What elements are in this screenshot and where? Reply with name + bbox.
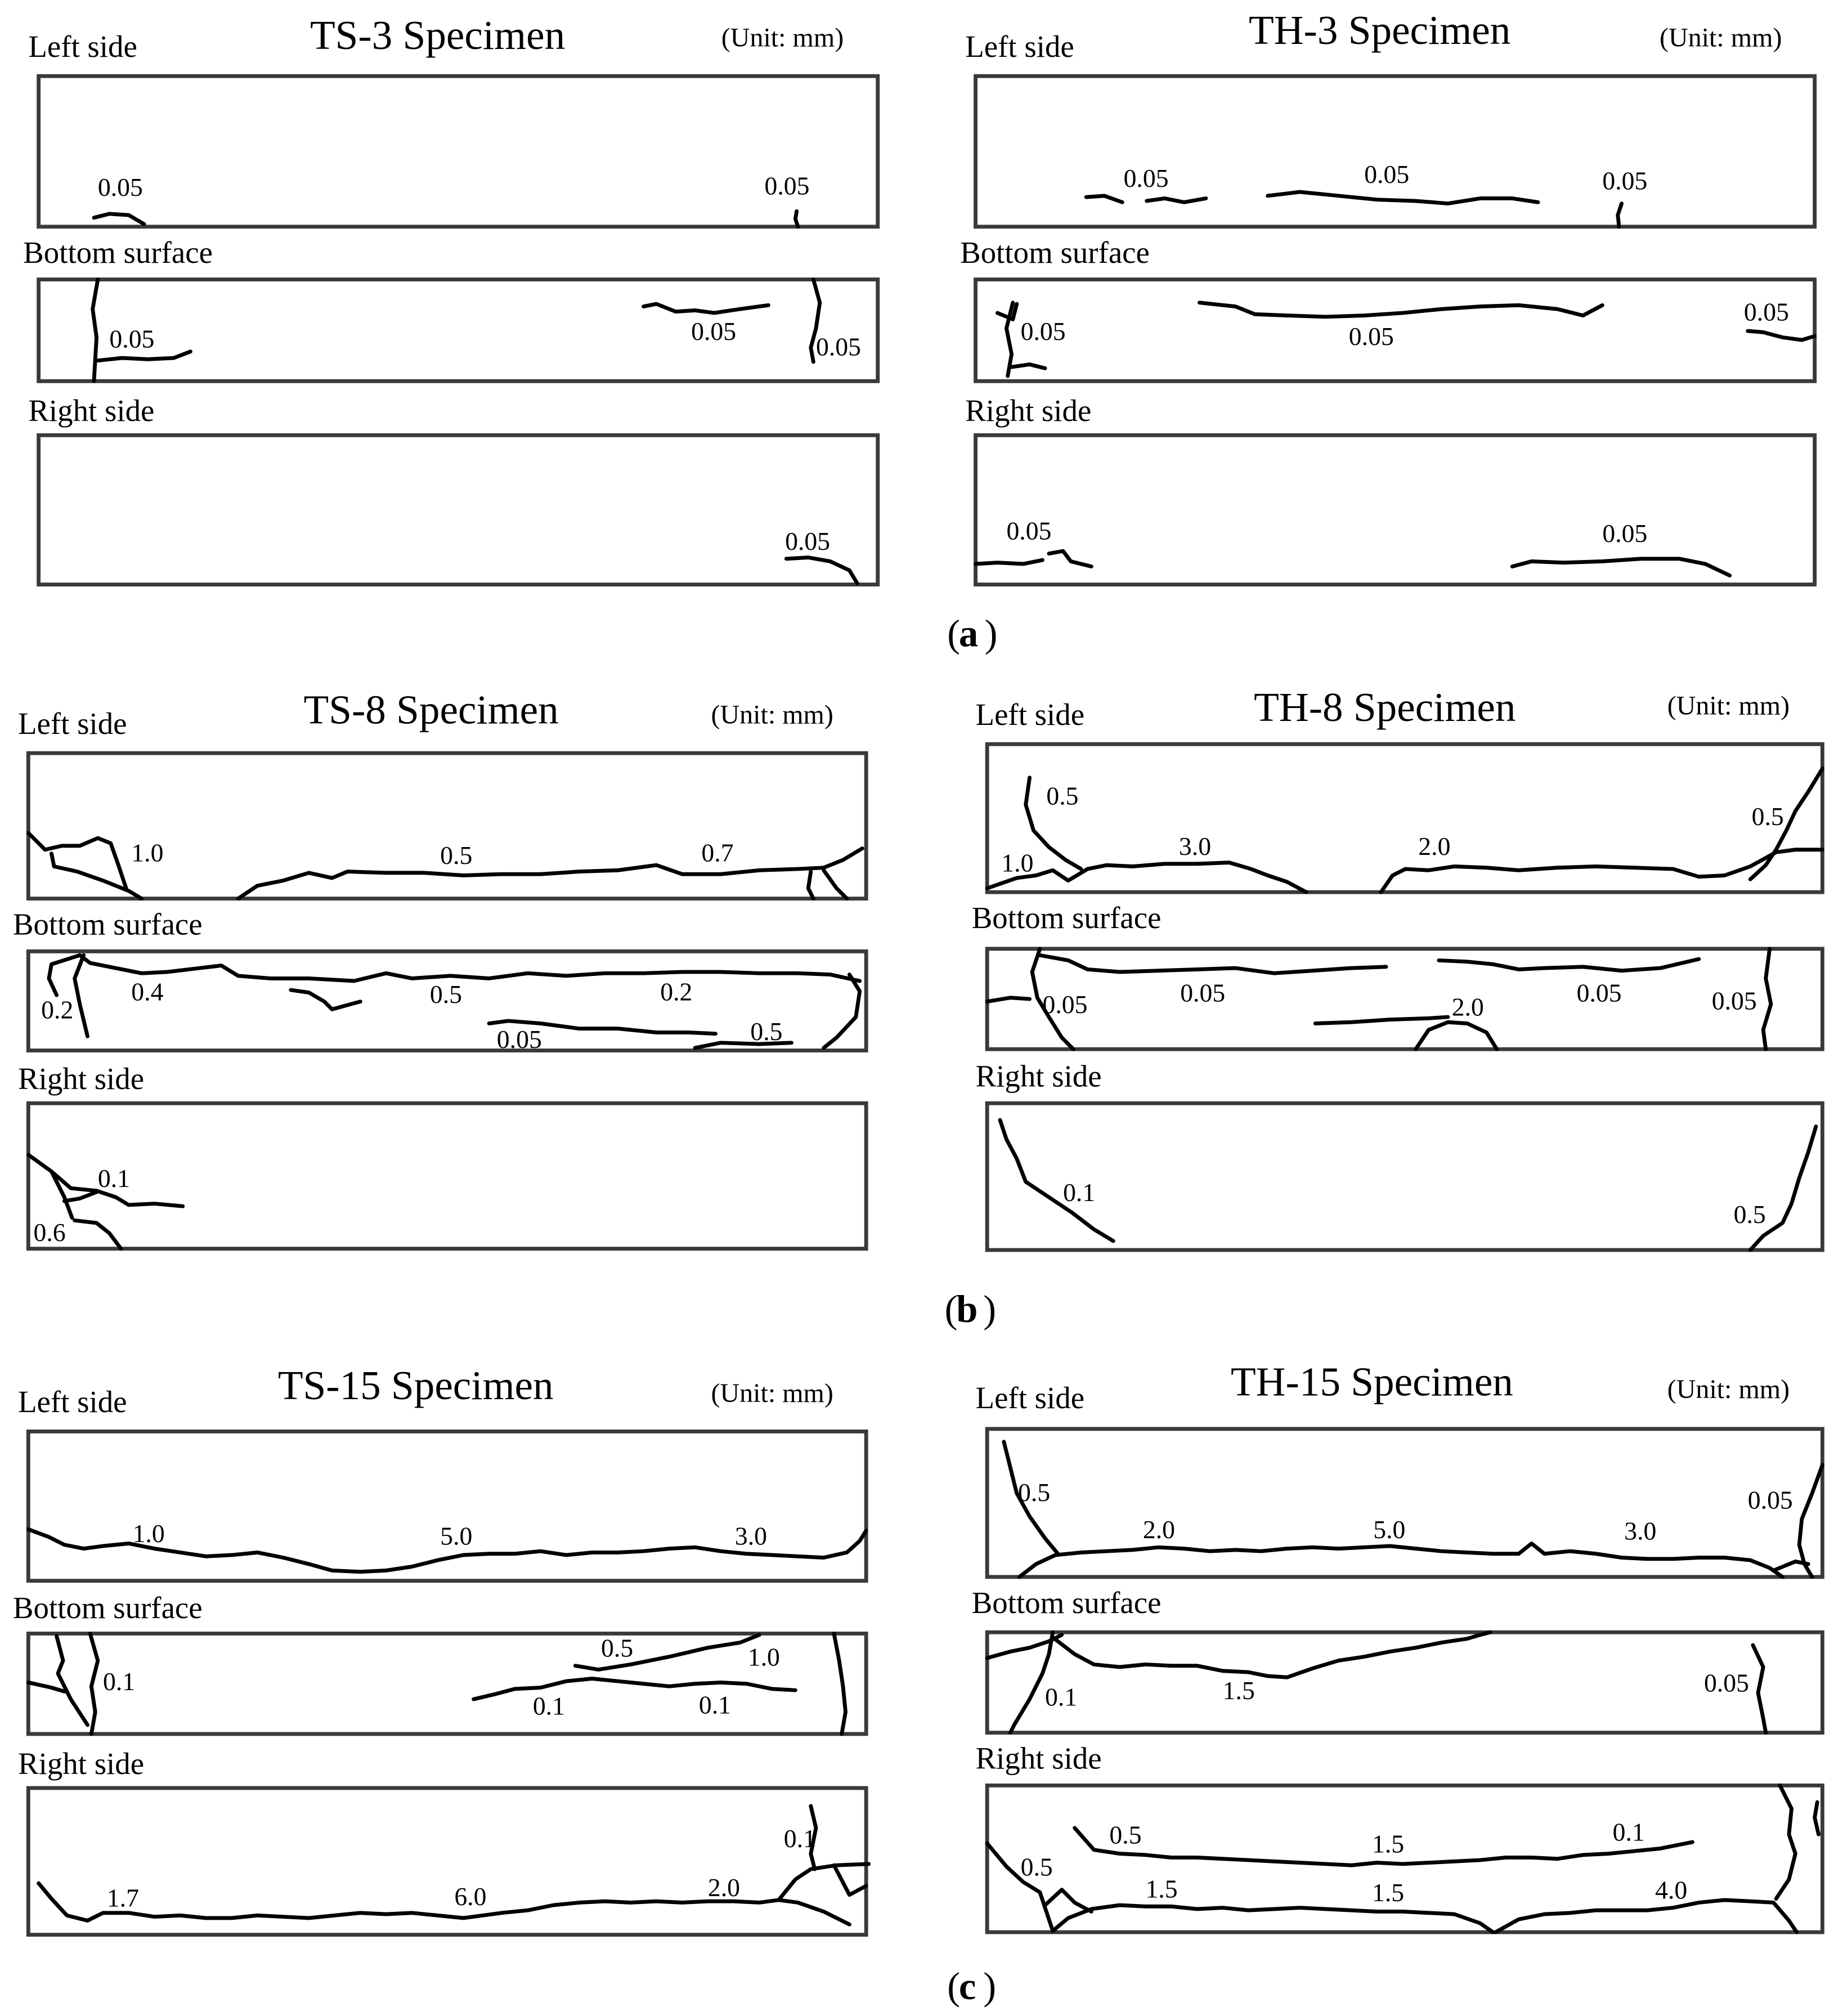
crack-width-label: 0.5 (1109, 1820, 1142, 1849)
crack-width-label: 0.05 (1123, 163, 1169, 192)
crack-width-label: 0.05 (1743, 297, 1789, 326)
crack-width-label: 4.0 (1655, 1875, 1688, 1905)
crack-width-label: 0.5 (601, 1633, 634, 1663)
crack-width-label: 0.5 (750, 1017, 783, 1046)
crack-width-label: 1.5 (1145, 1874, 1178, 1903)
crack-width-label: 0.1 (97, 1163, 130, 1193)
unit-label: (Unit: mm) (721, 23, 844, 53)
crack-width-label: 6.0 (454, 1882, 487, 1911)
crack-width-label: 0.5 (1733, 1199, 1766, 1229)
svg-text:): ) (983, 1288, 997, 1331)
crack-width-label: 0.05 (785, 526, 831, 555)
unit-label: (Unit: mm) (1667, 1374, 1790, 1404)
crack-width-label: 1.0 (131, 838, 164, 867)
panel-c (13, 1359, 1823, 2008)
specimen-ts-8 (13, 687, 866, 1249)
unit-label: (Unit: mm) (711, 1378, 833, 1408)
specimen-title: TH-3 Specimen (1249, 7, 1511, 53)
crack-width-label: 1.5 (1371, 1829, 1405, 1858)
crack-width-label: 3.0 (1624, 1516, 1657, 1545)
face-left-side (987, 1429, 1822, 1577)
face-label-bottom-surface: Bottom surface (23, 235, 213, 270)
crack-width-label: 0.1 (698, 1690, 732, 1719)
specimen-title: TH-8 Specimen (1254, 684, 1516, 730)
crack-width-label: 0.5 (1018, 1477, 1051, 1507)
caption-letter: a (958, 612, 979, 655)
crack-width-label: 0.5 (1046, 781, 1079, 810)
face-label-bottom-surface: Bottom surface (960, 235, 1150, 270)
svg-text:(: ( (944, 1288, 958, 1331)
specimen-ts-3 (23, 12, 878, 584)
face-label-right-side: Right side (18, 1061, 145, 1096)
unit-label: (Unit: mm) (711, 700, 833, 730)
panel-caption-a (947, 612, 997, 655)
face-left-side (976, 76, 1815, 227)
crack-width-label: 0.05 (1364, 160, 1410, 189)
crack-width-label: 0.5 (440, 840, 473, 870)
crack-width-label: 1.0 (1001, 848, 1034, 877)
face-label-left-side: Left side (18, 1385, 127, 1419)
face-right-side (987, 1103, 1822, 1250)
svg-text:(: ( (947, 1965, 961, 2008)
crack-width-label: 0.05 (1704, 1668, 1750, 1697)
face-bottom-surface (976, 280, 1815, 382)
crack-width-label: 0.05 (1042, 990, 1088, 1019)
face-label-right-side: Right side (975, 1059, 1102, 1094)
crack-width-label: 2.0 (1418, 831, 1451, 861)
crack-width-label: 0.5 (1020, 1852, 1053, 1881)
crack-width-label: 0.05 (1180, 978, 1226, 1007)
crack-width-label: 0.4 (131, 977, 164, 1006)
crack-width-label: 0.05 (97, 172, 143, 201)
crack-width-label: 1.0 (747, 1642, 780, 1672)
caption-letter: b (956, 1288, 978, 1331)
crack-width-label: 0.05 (691, 317, 737, 346)
face-label-right-side: Right side (965, 393, 1092, 428)
crack-width-label: 0.05 (1747, 1485, 1793, 1515)
crack-width-label: 0.1 (1045, 1682, 1078, 1712)
face-label-bottom-surface: Bottom surface (971, 1585, 1162, 1620)
specimen-th-3 (960, 7, 1815, 585)
crack-width-label: 0.1 (102, 1667, 136, 1696)
panel-caption-b (945, 1288, 996, 1330)
crack-width-label: 0.05 (815, 332, 862, 361)
face-label-right-side: Right side (28, 393, 155, 428)
face-label-left-side: Left side (975, 697, 1085, 732)
face-label-bottom-surface: Bottom surface (12, 1591, 203, 1625)
crack-width-label: 2.0 (707, 1873, 741, 1902)
crack-width-label: 0.2 (660, 977, 693, 1006)
caption-letter: c (958, 1965, 976, 2008)
crack-width-label: 0.05 (1020, 317, 1066, 346)
specimen-ts-15 (13, 1363, 869, 1934)
face-label-left-side: Left side (965, 29, 1074, 64)
crack-width-label: 0.05 (109, 324, 155, 353)
crack-width-label: 2.0 (1451, 992, 1484, 1022)
crack-width-label: 3.0 (734, 1521, 768, 1551)
crack-width-label: 1.5 (1222, 1676, 1255, 1705)
crack-width-label: 0.5 (1751, 802, 1784, 831)
crack-width-label: 0.05 (496, 1024, 542, 1054)
panel-a (23, 7, 1815, 655)
crack-width-label: 1.7 (106, 1883, 139, 1912)
crack-width-label: 3.0 (1178, 831, 1212, 861)
crack-width-label: 5.0 (440, 1521, 473, 1551)
svg-text:): ) (984, 612, 998, 655)
crack-width-label: 0.05 (1602, 519, 1648, 548)
crack-width-label: 0.5 (429, 979, 463, 1009)
crack-width-label: 1.5 (1371, 1878, 1405, 1907)
crack-width-label: 0.05 (1602, 166, 1648, 195)
face-label-left-side: Left side (28, 29, 137, 64)
crack-width-label: 0.05 (764, 171, 810, 200)
crack-width-label: 0.05 (1711, 986, 1757, 1015)
face-right-side (28, 1103, 866, 1248)
face-label-right-side: Right side (18, 1746, 145, 1781)
svg-text:(: ( (947, 612, 961, 655)
crack-width-label: 0.1 (1612, 1817, 1645, 1847)
crack-width-label: 0.6 (33, 1217, 66, 1247)
panel-b (13, 684, 1823, 1330)
specimen-title: TS-3 Specimen (310, 12, 566, 59)
face-label-right-side: Right side (975, 1741, 1102, 1776)
specimen-title: TS-8 Specimen (303, 687, 559, 733)
crack-width-label: 0.2 (41, 995, 74, 1024)
face-left-side (39, 76, 878, 227)
crack-width-label: 0.1 (783, 1824, 816, 1853)
face-right-side (39, 435, 878, 584)
crack-width-label: 0.05 (1576, 978, 1622, 1007)
face-bottom-surface (39, 280, 878, 382)
face-label-left-side: Left side (18, 706, 127, 741)
specimen-title: TS-15 Specimen (277, 1363, 554, 1409)
specimen-th-8 (972, 684, 1823, 1250)
crack-width-label: 1.0 (132, 1519, 165, 1548)
panel-caption-c (947, 1965, 996, 2008)
crack-width-label: 5.0 (1373, 1515, 1406, 1544)
svg-text:): ) (983, 1965, 997, 2008)
face-bottom-surface (987, 949, 1822, 1049)
crack-width-label: 0.05 (1348, 322, 1394, 351)
face-label-bottom-surface: Bottom surface (971, 901, 1162, 935)
crack-width-label: 0.1 (1063, 1178, 1096, 1207)
face-label-left-side: Left side (975, 1381, 1085, 1415)
face-left-side (28, 753, 866, 898)
specimen-title: TH-15 Specimen (1230, 1359, 1513, 1405)
crack-width-label: 0.05 (1006, 516, 1052, 545)
specimen-th-15 (972, 1359, 1823, 1932)
crack-width-label: 0.1 (532, 1691, 565, 1721)
crack-width-label: 2.0 (1142, 1515, 1176, 1544)
crack-width-label: 0.7 (701, 838, 734, 867)
face-right-side (28, 1788, 866, 1935)
face-bottom-surface (987, 1632, 1822, 1732)
unit-label: (Unit: mm) (1660, 23, 1782, 53)
face-label-bottom-surface: Bottom surface (12, 907, 203, 942)
unit-label: (Unit: mm) (1667, 691, 1790, 721)
